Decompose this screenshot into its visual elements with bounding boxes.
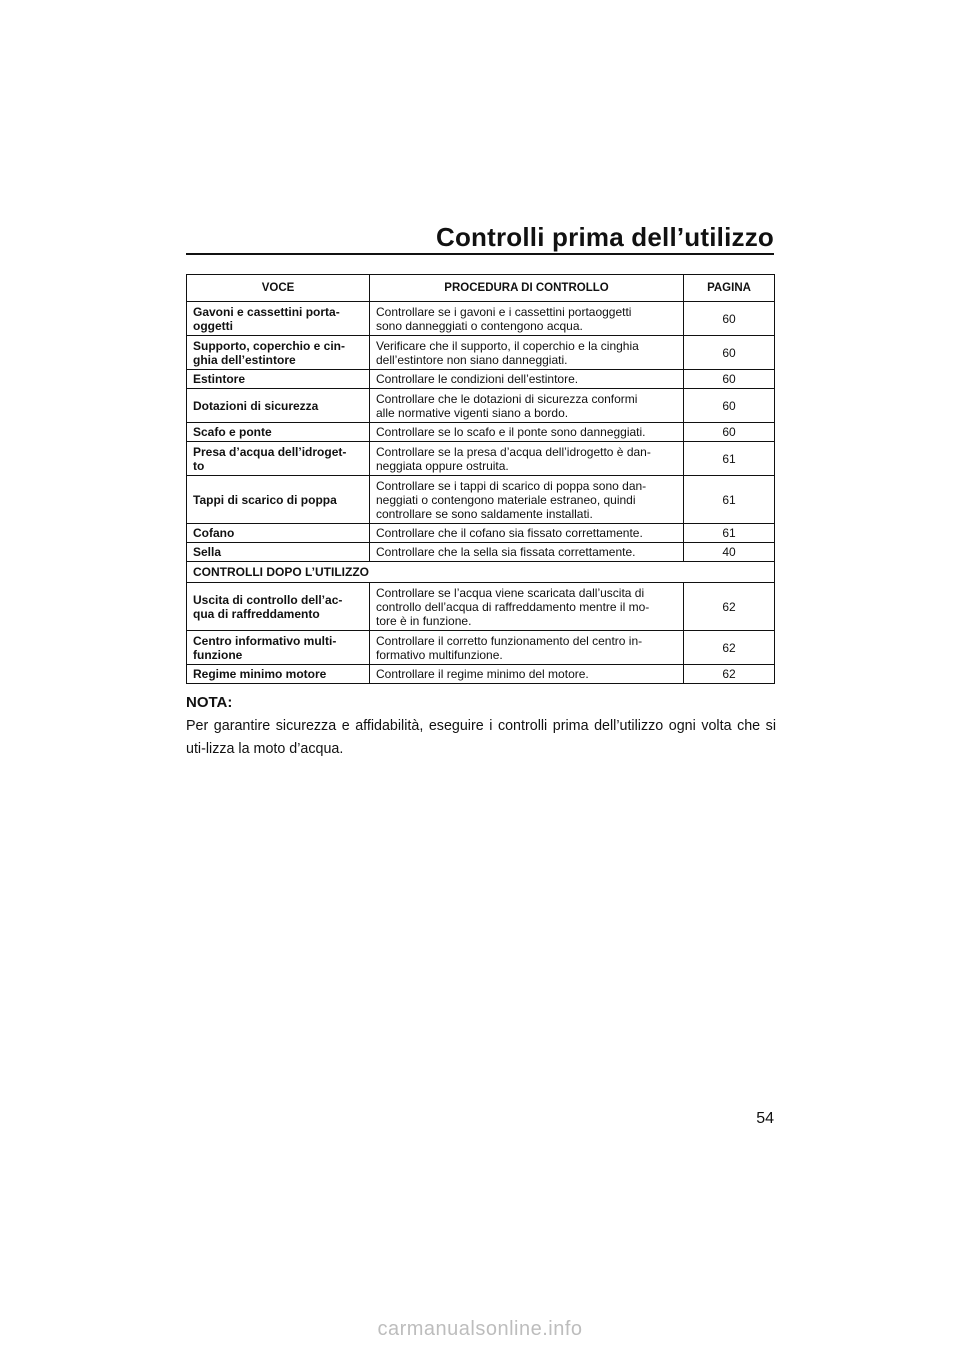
item-cell: Gavoni e cassettini porta- oggetti — [187, 302, 370, 336]
table-row — [187, 442, 775, 476]
item-cell: Uscita di controllo dell’ac- qua di raffreddamento — [187, 583, 370, 631]
table-body-before — [187, 302, 775, 562]
item-cell: Presa d’acqua dell’idroget- to — [187, 442, 370, 476]
item-cell: Cofano — [187, 524, 370, 543]
note-block — [186, 694, 776, 761]
pre-operation-checklist-table — [186, 274, 775, 684]
table-row — [187, 370, 775, 389]
procedure-cell: Controllare il regime minimo del motore. — [370, 665, 684, 684]
page-cell: 60 — [684, 389, 775, 423]
procedure-cell: Controllare che le dotazioni di sicurezza conformi alle normative vigenti siano a bordo. — [370, 389, 684, 423]
note-title: NOTA: — [186, 694, 233, 711]
page-cell: 60 — [684, 336, 775, 370]
page-cell: 60 — [684, 302, 775, 336]
table-row — [187, 665, 775, 684]
table-row — [187, 543, 775, 562]
item-cell: Scafo e ponte — [187, 423, 370, 442]
table-row — [187, 302, 775, 336]
procedure-cell: Controllare se lo scafo e il ponte sono danneggiati. — [370, 423, 684, 442]
table-row — [187, 631, 775, 665]
page-cell: 61 — [684, 442, 775, 476]
table-row — [187, 583, 775, 631]
procedure-cell: Controllare se la presa d’acqua dell’idrogetto è dan- neggiata oppure ostruita. — [370, 442, 684, 476]
procedure-cell: Controllare che la sella sia fissata correttamente. — [370, 543, 684, 562]
table-row — [187, 389, 775, 423]
column-header-page: PAGINA — [684, 275, 775, 302]
procedure-cell: Controllare il corretto funzionamento del centro in- formativo multifunzione. — [370, 631, 684, 665]
section-title: CONTROLLI DOPO L’UTILIZZO — [187, 562, 775, 583]
page-cell: 62 — [684, 583, 775, 631]
column-header-procedure: PROCEDURA DI CONTROLLO — [370, 275, 684, 302]
procedure-cell: Controllare se i gavoni e i cassettini portaoggetti sono danneggiati o contengono acqua. — [370, 302, 684, 336]
item-cell: Supporto, coperchio e cin- ghia dell’estintore — [187, 336, 370, 370]
page-number: 54 — [756, 1110, 774, 1127]
page-cell: 60 — [684, 370, 775, 389]
page-header — [186, 222, 774, 254]
note-text: Per garantire sicurezza e affidabilità, eseguire i controlli prima dell’utilizzo ogni volta che si uti-lizza la moto d’acqua. — [186, 718, 776, 757]
table-row — [187, 524, 775, 543]
item-cell: Regime minimo motore — [187, 665, 370, 684]
header-rule — [186, 253, 774, 255]
page-cell: 60 — [684, 423, 775, 442]
table-body-after — [187, 583, 775, 684]
table-row — [187, 476, 775, 524]
table-row — [187, 423, 775, 442]
procedure-cell: Controllare le condizioni dell’estintore. — [370, 370, 684, 389]
page-cell: 61 — [684, 476, 775, 524]
section-row — [187, 562, 775, 583]
page-cell: 61 — [684, 524, 775, 543]
item-cell: Dotazioni di sicurezza — [187, 389, 370, 423]
page-title: Controlli prima dell’utilizzo — [435, 222, 774, 252]
procedure-cell: Verificare che il supporto, il coperchio e la cinghia dell’estintore non siano danneggiati. — [370, 336, 684, 370]
item-cell: Tappi di scarico di poppa — [187, 476, 370, 524]
item-cell: Centro informativo multi- funzione — [187, 631, 370, 665]
item-cell: Estintore — [187, 370, 370, 389]
procedure-cell: Controllare se i tappi di scarico di poppa sono dan- neggiati o contengono materiale estraneo, quindi controllare se sono saldamente installati. — [370, 476, 684, 524]
page-cell: 62 — [684, 665, 775, 684]
procedure-cell: Controllare se l’acqua viene scaricata dall’uscita di controllo dell’acqua di raffreddamento mentre il mo- tore è in funzione. — [370, 583, 684, 631]
table-section-after — [187, 562, 775, 583]
table-header-row — [187, 275, 775, 302]
page-cell: 62 — [684, 631, 775, 665]
column-header-item: VOCE — [187, 275, 370, 302]
procedure-cell: Controllare che il cofano sia fissato correttamente. — [370, 524, 684, 543]
page-cell: 40 — [684, 543, 775, 562]
item-cell: Sella — [187, 543, 370, 562]
table-row — [187, 336, 775, 370]
watermark: carmanualsonline.info — [377, 1318, 583, 1340]
